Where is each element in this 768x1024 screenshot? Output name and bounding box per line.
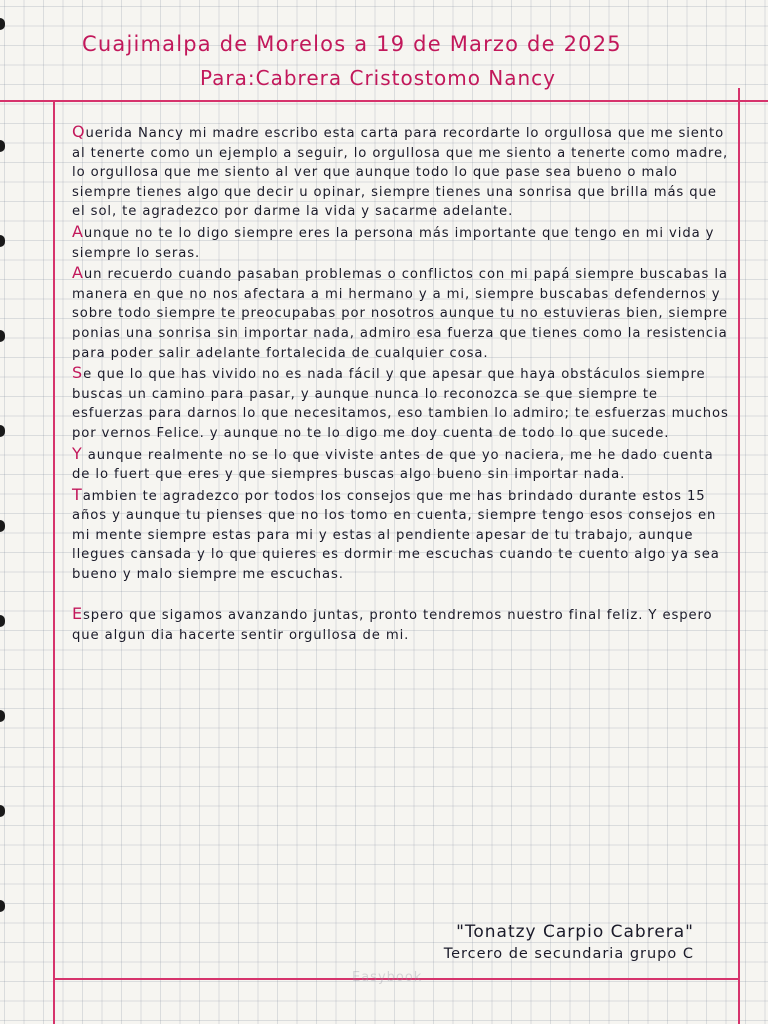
letter-paragraph: Aunque no te lo digo siempre eres la persona más importante que tengo en mi vida y siempre lo seras. [72, 221, 715, 261]
binder-hole [0, 805, 5, 817]
right-margin-line [738, 88, 740, 1024]
letter-paragraph: Tambien te agradezco por todos los consejos que me has brindado durante estos 15 años y aunque tu pienses que no los tomo en cuenta, siempre tengo esos consejos en mi mente siempre estas para mi y estas al pendiente apesar de tu trabajo, aunque llegues cansada y lo que quieres es dormir me escuchas cuando te cuento algo ya sea bueno y malo siempre me escuchas. [72, 484, 720, 583]
signature-block [444, 922, 694, 962]
letter-paragraph: Y aunque realmente no se lo que viviste antes de que yo naciera, me he dado cuenta de lo fuert que eres y que siempres buscas algo bueno sin importar nada. [72, 443, 714, 483]
letter-body [72, 122, 732, 645]
top-margin-line [0, 100, 768, 102]
binder-hole [0, 900, 5, 912]
binder-hole [0, 520, 5, 532]
letter-paragraph: Aun recuerdo cuando pasaban problemas o conflictos con mi papá siempre buscabas la manera en que no nos afectara a mi hermano y a mi, siempre buscabas defendernos y sobre todo siempre te preocupabas por nosotros aunque tu no estuvieras bien, siempre ponias una sonrisa sin importar nada, admiro esa fuerza que tienes como la resistencia para poder salir adelante fortalecida de cualquier cosa. [72, 263, 728, 361]
signature-line: Tercero de secundaria grupo C [443, 946, 694, 962]
watermark: Easybook [352, 970, 423, 985]
binder-hole [0, 615, 5, 627]
letter-closing: Espero que sigamos avanzando juntas, pronto tendremos nuestro final feliz. Y espero que algun dia hacerte sentir orgullosa de mi. [72, 604, 713, 643]
binder-hole [0, 425, 5, 437]
recipient-line: Para:Cabrera Cristostomo Nancy [200, 66, 557, 90]
binder-hole [0, 140, 5, 152]
signature-name: "Tonatzy Carpio Cabrera" [456, 922, 694, 942]
letter-paragraph: Querida Nancy mi madre escribo esta carta para recordarte lo orgullosa que me siento al tenerte como un ejemplo a seguir, lo orgullosa que me siento a tenerte como madre, lo orgullosa que me siento al ver que aunque todo lo que pase sea bueno o malo siempre tienes algo que decir u opinar, siempre tienes una sonrisa que brilla más que el sol, te agradezco por darme la vida y sacarme adelante. [72, 122, 729, 220]
binder-hole [0, 710, 5, 722]
date-line: Cuajimalpa de Morelos a 19 de Marzo de 2025 [82, 32, 622, 56]
left-margin-line [53, 100, 55, 1024]
binder-hole [0, 235, 5, 247]
binder-hole [0, 330, 5, 342]
letter-paragraph: Se que lo que has vivido no es nada fácil y que apesar que haya obstáculos siempre buscas un camino para pasar, y aunque nunca lo reconozca se que siempre te esfuerzas para darnos lo que necesitamos, eso tambien lo admiro; te esfuerzas muchos por vernos Felice. y aunque no te lo digo me doy cuenta de todo lo que sucede. [72, 363, 729, 441]
binder-hole [0, 18, 5, 30]
